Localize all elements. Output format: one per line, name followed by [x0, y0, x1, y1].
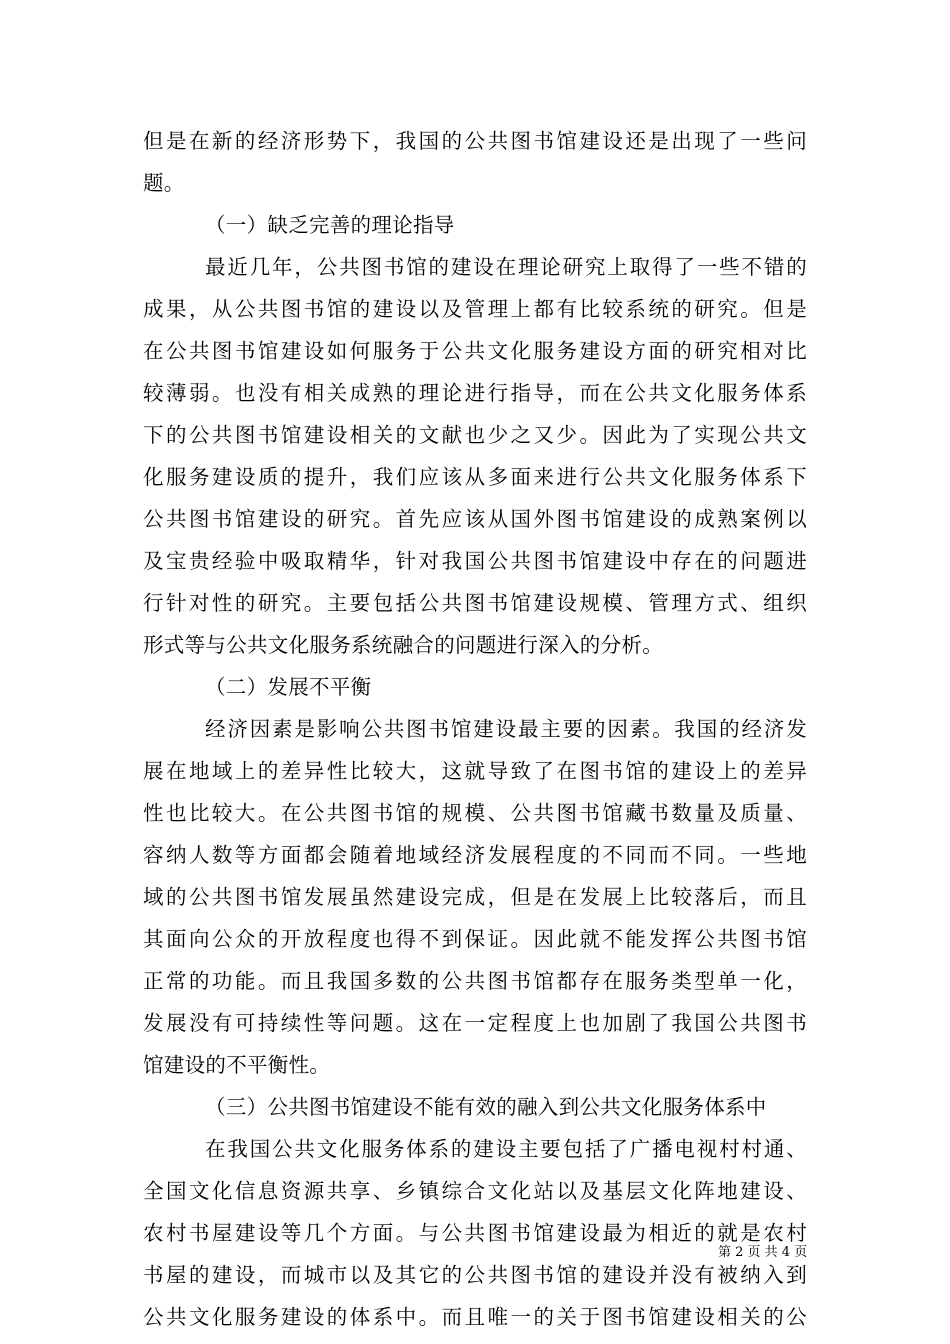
- paragraph-start: 最近几年，公共图书馆的建设在理论研究上取得了一些不错的: [205, 255, 807, 279]
- text-line: 化服务建设质的提升，我们应该从多面来进行公共文化服务体系下: [143, 465, 807, 489]
- section-heading-1: （一）缺乏完善的理论指导: [205, 213, 455, 237]
- text-line: 较薄弱。也没有相关成熟的理论进行指导，而在公共文化服务体系: [143, 381, 807, 405]
- text-line: 其面向公众的开放程度也得不到保证。因此就不能发挥公共图书馆: [143, 927, 807, 951]
- text-line: 公共图书馆建设的研究。首先应该从国外图书馆建设的成熟案例以: [143, 507, 807, 531]
- text-line: 容纳人数等方面都会随着地域经济发展程度的不同而不同。一些地: [143, 843, 807, 867]
- text-line: 发展没有可持续性等问题。这在一定程度上也加剧了我国公共图书: [143, 1011, 807, 1035]
- text-line: 形式等与公共文化服务系统融合的问题进行深入的分析。: [143, 633, 663, 657]
- text-line: 但是在新的经济形势下，我国的公共图书馆建设还是出现了一些问: [143, 129, 807, 153]
- paragraph-start: 在我国公共文化服务体系的建设主要包括了广播电视村村通、: [205, 1137, 807, 1161]
- section-heading-2: （二）发展不平衡: [205, 675, 372, 699]
- text-line: 在公共图书馆建设如何服务于公共文化服务建设方面的研究相对比: [143, 339, 807, 363]
- text-line: 及宝贵经验中吸取精华，针对我国公共图书馆建设中存在的问题进: [143, 549, 807, 573]
- text-line: 书屋的建设，而城市以及其它的公共图书馆的建设并没有被纳入到: [143, 1263, 807, 1287]
- text-line: 域的公共图书馆发展虽然建设完成，但是在发展上比较落后，而且: [143, 885, 807, 909]
- text-line: 农村书屋建设等几个方面。与公共图书馆建设最为相近的就是农村: [143, 1221, 807, 1245]
- text-line: 性也比较大。在公共图书馆的规模、公共图书馆藏书数量及质量、: [143, 801, 807, 825]
- page-footer: 第 2 页 共 4 页: [718, 1245, 808, 1260]
- section-heading-3: （三）公共图书馆建设不能有效的融入到公共文化服务体系中: [205, 1095, 767, 1119]
- paragraph-start: 经济因素是影响公共图书馆建设最主要的因素。我国的经济发: [205, 717, 807, 741]
- text-line: 下的公共图书馆建设相关的文献也少之又少。因此为了实现公共文: [143, 423, 807, 447]
- text-line: 全国文化信息资源共享、乡镇综合文化站以及基层文化阵地建设、: [143, 1179, 807, 1203]
- text-line: 公共文化服务建设的体系中。而且唯一的关于图书馆建设相关的公: [143, 1305, 807, 1329]
- body-text: [143, 120, 807, 1338]
- text-line: 正常的功能。而且我国多数的公共图书馆都存在服务类型单一化，: [143, 969, 807, 993]
- text-line: 馆建设的不平衡性。: [143, 1053, 331, 1077]
- text-line: 题。: [143, 171, 185, 195]
- text-line: 行针对性的研究。主要包括公共图书馆建设规模、管理方式、组织: [143, 591, 807, 615]
- text-line: 成果，从公共图书馆的建设以及管理上都有比较系统的研究。但是: [143, 297, 807, 321]
- text-line: 展在地域上的差异性比较大，这就导致了在图书馆的建设上的差异: [143, 759, 807, 783]
